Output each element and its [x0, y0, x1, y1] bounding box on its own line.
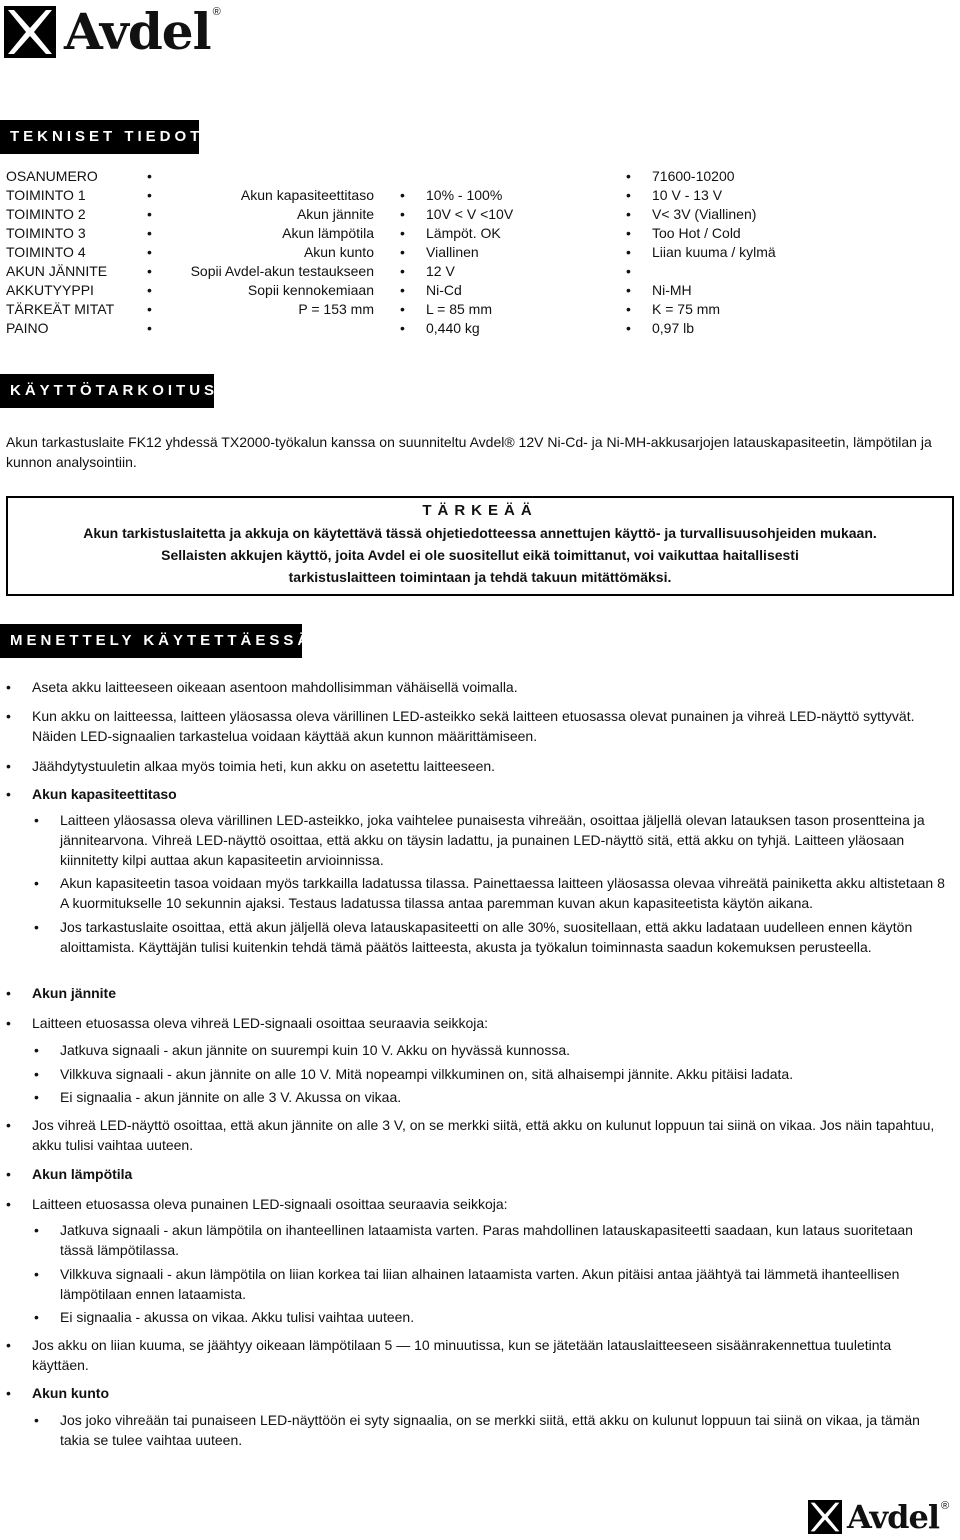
bullet-icon: •: [626, 225, 631, 241]
list-item-text: Laitteen yläosassa oleva värillinen LED-asteikko, joka vaihtelee punaisesta vihreään, osoittaa jäljellä olevan latauksen tason prosentteina ja jännitearvona. Vihreä LED-näyttö osoittaa, että akku on täysin ladattu, ja punainen LED-näyttö sitä, että akku on tyhjä. Laitteen yläosaan kiinnitetty kilpi auttaa akun kapasiteetin arvioinnissa.: [60, 812, 925, 868]
bullet-icon: •: [147, 187, 152, 203]
list-item-text: Kun akku on laitteessa, laitteen yläosassa oleva värillinen LED-asteikko sekä laitteen etuosassa olevat punainen ja vihreä LED-näyttö syttyvät. Näiden LED-signaalien tarkastelua voidaan käyttää akun kunnon määrittämiseen.: [32, 708, 915, 744]
section-header-purpose: KÄYTTÖTARKOITUS: [0, 374, 214, 408]
spec-value-b: Viallinen: [426, 244, 479, 260]
bullet-icon: •: [400, 187, 405, 203]
bullet-icon: •: [34, 1222, 39, 1238]
bullet-icon: •: [400, 282, 405, 298]
spec-label: TOIMINTO 3: [6, 225, 86, 241]
subsection-heading: Akun lämpötila: [32, 1166, 133, 1182]
list-item-text: Jos vihreä LED-näyttö osoittaa, että akun jännite on alle 3 V, on se merkki siitä, että akku on kulunut loppuun tai siinä on vikaa. Jos näin tapahtuu, akku tulisi vaihtaa uuteen.: [32, 1117, 935, 1153]
section-header-procedure: MENETTELY KÄYTETTÄESSÄ: [0, 624, 302, 658]
bullet-icon: •: [147, 320, 152, 336]
bullet-icon: •: [400, 206, 405, 222]
brand-registered: ®: [212, 6, 221, 18]
bullet-icon: •: [147, 206, 152, 222]
spec-label: TOIMINTO 2: [6, 206, 86, 222]
warning-box: [6, 496, 954, 596]
bullet-icon: •: [6, 1337, 11, 1353]
spec-value-c: Too Hot / Cold: [652, 225, 741, 241]
section-header-specs: TEKNISET TIEDOT: [0, 120, 199, 154]
bullet-icon: •: [6, 1117, 11, 1133]
warning-line-2: Sellaisten akkujen käyttö, joita Avdel ei ole suositellut eikä toimittanut, voi vaikuttaa haitallisesti: [161, 547, 799, 563]
bullet-icon: •: [34, 1309, 39, 1325]
spec-label: OSANUMERO: [6, 168, 98, 184]
bullet-icon: •: [34, 1066, 39, 1082]
bullet-icon: •: [400, 225, 405, 241]
bullet-icon: •: [147, 263, 152, 279]
spec-value-a: Akun jännite: [296, 206, 374, 222]
bullet-icon: •: [626, 244, 631, 260]
bullet-icon: •: [147, 168, 152, 184]
bullet-icon: •: [400, 320, 405, 336]
list-item-text: Vilkkuva signaali - akun lämpötila on liian korkea tai liian alhainen lataamista varten. Akun pitäisi antaa jäähtyä tai lämmetä ihanteellisen lämpötilaan ennen lataamista.: [60, 1266, 900, 1302]
spec-row: [6, 225, 956, 244]
spec-label: PAINO: [6, 320, 49, 336]
spec-row: [6, 244, 956, 263]
bullet-icon: •: [34, 875, 39, 891]
spec-value-c: K = 75 mm: [652, 301, 721, 317]
bullet-icon: •: [34, 919, 39, 935]
bullet-icon: •: [6, 679, 11, 695]
list-item-text: Jatkuva signaali - akun jännite on suurempi kuin 10 V. Akku on hyvässä kunnossa.: [60, 1042, 571, 1058]
spec-row: [6, 320, 956, 339]
bullet-icon: •: [6, 1196, 11, 1212]
bullet-icon: •: [147, 301, 152, 317]
spec-label: AKUN JÄNNITE: [6, 263, 108, 279]
spec-value-a: P = 153 mm: [298, 301, 374, 317]
spec-value-c: Ni-MH: [652, 282, 692, 298]
list-item-text: Laitteen etuosassa oleva vihreä LED-signaali osoittaa seuraavia seikkoja:: [32, 1015, 489, 1031]
spec-value-a: Akun lämpötila: [282, 225, 374, 241]
subsection-heading: Akun jännite: [32, 985, 117, 1001]
bullet-icon: •: [6, 1385, 11, 1401]
spec-value-c: 71600-10200: [652, 168, 735, 184]
spec-row: [6, 301, 956, 320]
spec-row: [6, 263, 956, 282]
spec-value-a: Akun kapasiteettitaso: [240, 187, 374, 203]
bullet-icon: •: [626, 282, 631, 298]
brand-registered: ®: [941, 1500, 950, 1512]
spec-row: [6, 187, 956, 206]
bullet-icon: •: [626, 301, 631, 317]
purpose-text: Akun tarkastuslaite FK12 yhdessä TX2000-työkalun kanssa on suunniteltu Avdel® 12V Ni-Cd- ja Ni-MH-akkusarjojen latauskapasiteetin, lämpötilan ja kunnon analysointiin.: [6, 434, 932, 470]
avdel-logo-icon: [4, 6, 56, 58]
bullet-icon: •: [6, 1166, 11, 1182]
spec-label: AKKUTYYPPI: [6, 282, 94, 298]
spec-label: TOIMINTO 1: [6, 187, 86, 203]
avdel-logo-icon: [808, 1500, 842, 1534]
spec-row: [6, 206, 956, 225]
list-item-text: Jäähdytystuuletin alkaa myös toimia heti, kun akku on asetettu laitteeseen.: [32, 758, 496, 774]
spec-label: TÄRKEÄT MITAT: [6, 301, 115, 317]
spec-row: [6, 168, 956, 187]
list-item-text: Jos joko vihreään tai punaiseen LED-näyttöön ei syty signaalia, on se merkki siitä, että akku on kulunut loppuun tai siinä on vikaa, ja tämän takia se tulee vaihtaa uuteen.: [60, 1412, 920, 1448]
bullet-icon: •: [147, 225, 152, 241]
spec-value-a: Sopii kennokemiaan: [247, 282, 374, 298]
list-item-text: Ei signaalia - akussa on vikaa. Akku tulisi vaihtaa uuteen.: [60, 1309, 415, 1325]
list-item-text: Jos akku on liian kuuma, se jäähtyy oikeaan lämpötilaan 5 — 10 minuutissa, kun se jätetään latauslaitteeseen sisäänrakennettua tuuletinta käyttäen.: [32, 1337, 892, 1373]
spec-row: [6, 282, 956, 301]
bullet-icon: •: [626, 320, 631, 336]
spec-value-b: Lämpöt. OK: [426, 225, 501, 241]
bullet-icon: •: [400, 263, 405, 279]
bullet-icon: •: [626, 263, 631, 279]
spec-value-b: 12 V: [426, 263, 455, 279]
warning-line-1: Akun tarkistuslaitetta ja akkuja on käytettävä tässä ohjetiedotteessa annettujen käyttö- ja turvallisuusohjeiden mukaan.: [83, 525, 877, 541]
bullet-icon: •: [6, 708, 11, 724]
bullet-icon: •: [626, 206, 631, 222]
spec-value-c: V< 3V (Viallinen): [652, 206, 757, 222]
spec-value-a: Sopii Avdel-akun testaukseen: [190, 263, 374, 279]
warning-title: TÄRKEÄÄ: [422, 502, 538, 519]
list-item-text: Ei signaalia - akun jännite on alle 3 V. Akussa on vikaa.: [60, 1089, 402, 1105]
list-item-text: Jatkuva signaali - akun lämpötila on ihanteellinen lataamista varten. Paras mahdollinen latauskapasiteetti saadaan, kun lataus suoritetaan tässä lämpötilassa.: [60, 1222, 913, 1258]
bullet-icon: •: [34, 1266, 39, 1282]
spec-value-c: 0,97 lb: [652, 320, 695, 336]
bullet-icon: •: [34, 812, 39, 828]
bullet-icon: •: [400, 301, 405, 317]
bullet-icon: •: [400, 244, 405, 260]
bullet-icon: •: [626, 168, 631, 184]
specs-table: [6, 168, 956, 339]
brand-name: Avdel: [847, 1498, 940, 1536]
bullet-icon: •: [6, 786, 11, 802]
subsection-heading: Akun kunto: [32, 1385, 109, 1401]
list-item-text: Laitteen etuosassa oleva punainen LED-signaali osoittaa seuraavia seikkoja:: [32, 1196, 508, 1212]
spec-label: TOIMINTO 4: [6, 244, 86, 260]
bullet-icon: •: [6, 1015, 11, 1031]
bullet-icon: •: [147, 244, 152, 260]
brand-name: Avdel: [64, 2, 211, 61]
brand-logo-top: [4, 2, 221, 61]
bullet-icon: •: [6, 985, 11, 1001]
spec-value-c: 10 V - 13 V: [652, 187, 723, 203]
bullet-icon: •: [626, 187, 631, 203]
spec-value-a: Akun kunto: [303, 244, 374, 260]
spec-value-c: Liian kuuma / kylmä: [652, 244, 776, 260]
spec-value-b: 10% - 100%: [426, 187, 503, 203]
bullet-icon: •: [34, 1042, 39, 1058]
list-item-text: Aseta akku laitteeseen oikeaan asentoon mahdollisimman vähäisellä voimalla.: [32, 679, 518, 695]
spec-value-b: 0,440 kg: [426, 320, 480, 336]
subsection-heading: Akun kapasiteettitaso: [32, 786, 177, 802]
warning-line-3: tarkistuslaitteen toimintaan ja tehdä takuun mitättömäksi.: [288, 569, 672, 585]
list-item-text: Akun kapasiteetin tasoa voidaan myös tarkkailla ladatussa tilassa. Painettaessa laitteen yläosassa olevaa vihreätä painiketta akku altistetaan 8 A kuormitukselle 10 sekunnin ajaksi. Testaus ladatussa tilassa antaa paremman kuvan akun kapasiteetista käytön aikana.: [60, 875, 945, 911]
list-item-text: Jos tarkastuslaite osoittaa, että akun jäljellä oleva latauskapasiteetti on alle 30%, suositellaan, että akku ladataan uudelleen ennen käytön aloittamista. Käyttäjän tulisi kuitenkin tehdä tämä päätös laitteesta, akusta ja työkalun toiminnasta saadun kokemuksen perusteella.: [60, 919, 913, 955]
spec-value-b: L = 85 mm: [426, 301, 493, 317]
spec-value-b: 10V < V <10V: [426, 206, 514, 222]
bullet-icon: •: [34, 1412, 39, 1428]
list-item-text: Vilkkuva signaali - akun jännite on alle 10 V. Mitä nopeampi vilkkuminen on, sitä alhaisempi jännite. Akku pitäisi ladata.: [60, 1066, 794, 1082]
bullet-icon: •: [147, 282, 152, 298]
bullet-icon: •: [6, 758, 11, 774]
bullet-icon: •: [34, 1089, 39, 1105]
spec-value-b: Ni-Cd: [426, 282, 462, 298]
brand-logo-bottom: [808, 1500, 949, 1534]
